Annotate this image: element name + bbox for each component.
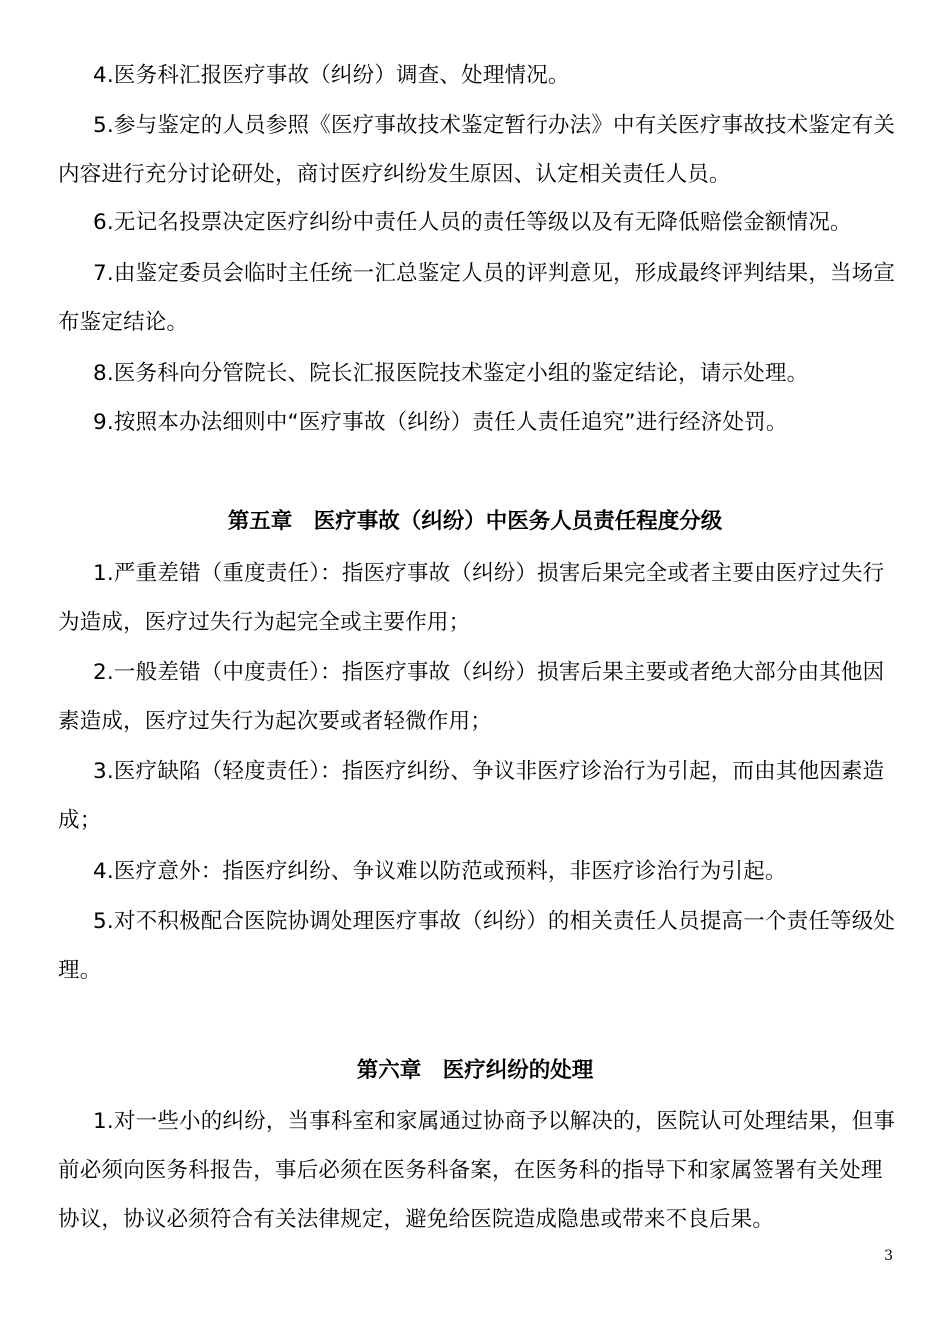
list-item: 3.医疗缺陷（轻度责任）：指医疗纠纷、争议非医疗诊治行为引起，而由其他因素造成；	[58, 759, 885, 833]
list-item: 7.由鉴定委员会临时主任统一汇总鉴定人员的评判意见，形成最终评判结果，当场宣布鉴定结论。	[58, 261, 896, 335]
list-item: 8.医务科向分管院长、院长汇报医院技术鉴定小组的鉴定结论，请示处理。	[93, 361, 809, 386]
page-number: 3	[884, 1248, 893, 1264]
list-item: 5.参与鉴定的人员参照《医疗事故技术鉴定暂行办法》中有关医疗事故技术鉴定有关内容进行充分讨论研处，商讨医疗纠纷发生原因、认定相关责任人员。	[58, 113, 896, 187]
list-item: 2.一般差错（中度责任）：指医疗事故（纠纷）损害后果主要或者绝大部分由其他因素造成，医疗过失行为起次要或者轻微作用；	[58, 660, 885, 734]
list-item: 1.对一些小的纠纷，当事科室和家属通过协商予以解决的，医院认可处理结果，但事前必须向医务科报告，事后必须在医务科备案，在医务科的指导下和家属签署有关处理协议，协议必须符合有关法律规定，避免给医院造成隐患或带来不良后果。	[58, 1109, 896, 1232]
list-item: 1.严重差错（重度责任）：指医疗事故（纠纷）损害后果完全或者主要由医疗过失行为造成，医疗过失行为起完全或主要作用；	[58, 561, 885, 635]
list-item: 6.无记名投票决定医疗纠纷中责任人员的责任等级以及有无降低赔偿金额情况。	[93, 210, 852, 235]
list-item: 4.医务科汇报医疗事故（纠纷）调查、处理情况。	[93, 63, 570, 88]
list-item: 9.按照本办法细则中“医疗事故（纠纷）责任人责任追究”进行经济处罚。	[93, 410, 788, 435]
list-item: 5.对不积极配合医院协调处理医疗事故（纠纷）的相关责任人员提高一个责任等级处理。	[58, 909, 896, 983]
chapter-five-heading: 第五章 医疗事故（纠纷）中医务人员责任程度分级	[227, 509, 723, 534]
list-item: 4.医疗意外：指医疗纠纷、争议难以防范或预料，非医疗诊治行为引起。	[93, 859, 787, 884]
chapter-six-heading: 第六章 医疗纠纷的处理	[356, 1058, 594, 1083]
